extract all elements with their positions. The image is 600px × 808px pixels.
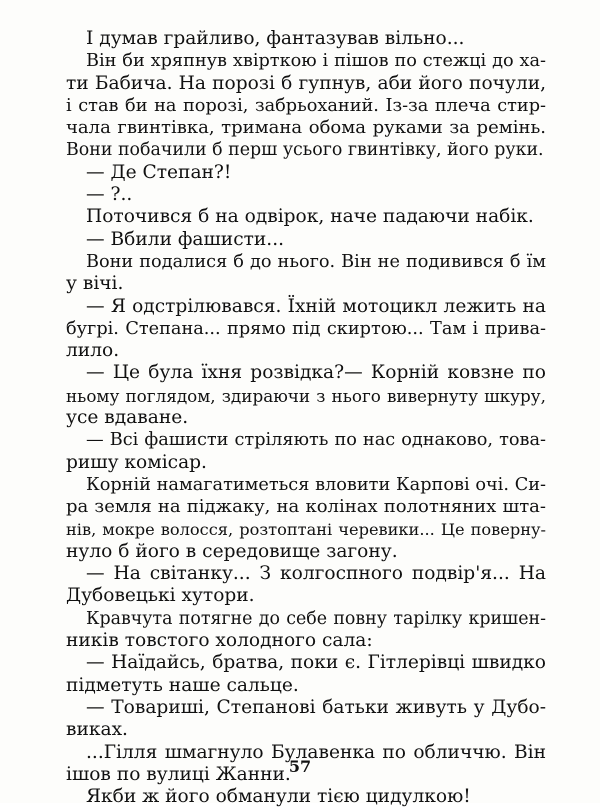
text-line: ти Бабича. На порозі б гупнув, аби його почули,: [66, 72, 546, 94]
text-line: — Наїдайсь, братва, поки є. Гітлерівці швидко: [86, 652, 546, 674]
text-line: підметуть наше сальце.: [66, 674, 299, 696]
text-line: ників товстого холодного сала:: [66, 630, 373, 652]
text-line: Він би хряпнув хвірткою і пішов по стежці до ха-: [86, 51, 546, 72]
text-line: ньому поглядом, здираючи з нього вивернуту шкуру,: [66, 385, 546, 406]
text-line: — Це була їхня розвідка?— Корній ковзне по: [86, 362, 546, 384]
text-line: ...Гілля шмагнуло Булавенка по обличчю. Він: [86, 741, 546, 763]
text-line: І думав грайливо, фантазував вільно...: [86, 28, 465, 49]
text-line: ришу комісар.: [66, 451, 207, 473]
text-line: — На світанку... З колгоспного подвір'я... На: [86, 563, 546, 585]
text-line: Кравчута потягне до себе повну тарілку кришен-: [86, 608, 546, 629]
text-line: — Вбили фашисти...: [86, 228, 285, 250]
text-line: — ?..: [86, 184, 133, 206]
text-line: і став би на порозі, забрьоханий. Із-за плеча стир-: [66, 95, 546, 116]
text-line: Поточився б на одвірок, наче падаючи набік.: [86, 206, 534, 228]
text-line: Якби ж його обманули тією цидулкою!: [86, 786, 471, 808]
text-line: — Всі фашисти стріляють по нас однаково, това-: [86, 430, 546, 451]
text-line: — Товариші, Степанові батьки живуть у Дубо-: [86, 696, 546, 718]
text-line: Вони побачили б перш усього гвинтівку, його руки.: [66, 140, 544, 161]
text-line: ішов по вулиці Жанни.: [66, 763, 291, 785]
body-text: [66, 28, 546, 808]
text-line: у вічі.: [66, 273, 124, 295]
text-line: Корній намагатиметься вловити Карпові очі. Си-: [86, 474, 546, 495]
text-line: — Де Степан?!: [86, 161, 232, 183]
text-line: виках.: [66, 719, 128, 741]
text-line: чала гвинтівка, тримана обома руками за ремінь.: [66, 117, 546, 139]
page-number: 57: [288, 757, 312, 776]
text-line: нуло б його в середовище загону.: [66, 540, 398, 562]
text-line: Вони подалися б до нього. Він не подивився б їм: [86, 251, 546, 272]
text-line: нів, мокре волосся, розтоптані черевики... Це поверну-: [66, 519, 546, 539]
text-line: ра земля на піджаку, на колінах полотняних шта-: [66, 496, 546, 518]
text-line: усе вдаване.: [66, 407, 189, 429]
text-line: — Я одстрілювався. Їхній мотоцикл лежить на: [86, 295, 546, 317]
text-line: бугрі. Степана... прямо під скиртою... Там і прива-: [66, 318, 546, 339]
text-line: Дубовецькі хутори.: [66, 585, 255, 607]
text-line: лило.: [66, 340, 120, 362]
